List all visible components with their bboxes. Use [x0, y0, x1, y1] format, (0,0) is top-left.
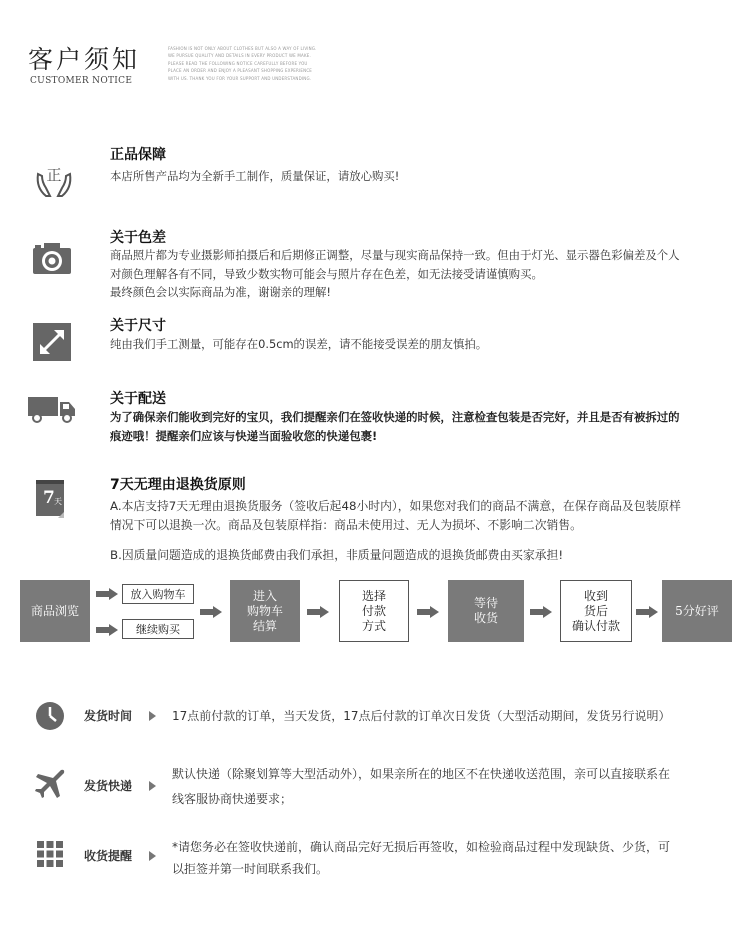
calendar-day-label: 天: [54, 497, 62, 506]
flow-arrow-icon: [307, 606, 329, 618]
seven-days-calendar-icon: [34, 478, 66, 518]
svg-text:正: 正: [46, 166, 62, 184]
returns-b-text: B.因质量问题造成的退换货邮费由我们承担，非质量问题造成的退换货邮费由买家承担!: [110, 548, 564, 562]
flow-step-await-line: 等待: [473, 596, 498, 610]
color-title: 关于色差: [110, 230, 166, 246]
returns-a-line-1: A.本店支持7天无理由退换货服务（签收后起48小时内），如果您对我们的商品不满意，在保存商品及包装原样: [110, 499, 681, 513]
camera-icon: [30, 236, 74, 280]
triangle-right-icon: [149, 711, 156, 721]
returns-a-line-2: 情况下可以退换一次。商品及包装原样指：商品未使用过、无人为损坏、不影响二次销售。: [110, 518, 582, 532]
flow-step-payment: [339, 580, 409, 642]
flow-step-confirm-line: 收到: [583, 588, 608, 603]
flow-step-review: 5分好评: [662, 580, 732, 642]
flow-arrow-icon: [636, 606, 658, 618]
notice-blurb: FASHION IS NOT ONLY ABOUT CLOTHES BUT ALSO A WAY OF LIVING. WE PURSUE QUALITY AND DETAILS IN EVERY PRODUCT WE MAKE. PLEASE READ THE FOLLOWING NOTICE CAREFULLY BEFORE YOU PLACE AN ORDER AND ENJOY A PLEASANT SHOPPING EXPERIENCE WITH US. THANK YOU FOR YOUR SUPPORT AND UNDERSTANDING.: [168, 46, 317, 81]
receipt-label: 收货提醒: [84, 849, 133, 863]
truck-icon: [27, 388, 77, 432]
flow-step-checkout-line: 结算: [252, 618, 277, 633]
triangle-right-icon: [149, 851, 156, 861]
courier-label: 发货快递: [84, 779, 133, 793]
flow-step-payment-line: 方式: [361, 618, 386, 633]
clock-icon: [34, 700, 66, 732]
color-line-2: 对颜色理解各有不同，导致少数实物可能会与照片存在色差，如无法接受请谨慎购买。: [110, 267, 543, 281]
flow-step-confirm-line: 货后: [583, 603, 608, 618]
calendar-number: 7: [43, 488, 55, 508]
flow-step-checkout-line: 进入: [252, 588, 277, 603]
flow-option-continue: 继续购买: [122, 619, 194, 639]
color-line-1: 商品照片都为专业摄影师拍摄后和后期修正调整，尽量与现实商品保持一致。但由于灯光、显示器色彩偏差及个人: [110, 248, 680, 262]
size-text: 纯由我们手工测量，可能存在0.5cm的误差，请不能接受误差的朋友慎拍。: [110, 337, 488, 351]
delivery-title: 关于配送: [110, 391, 166, 407]
genuine-hands-icon: [32, 158, 76, 202]
color-line-3: 最终颜色会以实际商品为准，谢谢亲的理解!: [110, 285, 331, 299]
courier-line-1: 默认快递（除聚划算等大型活动外），如果亲所在的地区不在快递收送范围，亲可以直接联系在: [172, 767, 671, 781]
flow-step-checkout-line: 购物车: [246, 603, 283, 618]
size-title: 关于尺寸: [110, 318, 166, 334]
receipt-line-2: 以拒签并第一时间联系我们。: [172, 862, 329, 876]
ship-time-text: 17点前付款的订单，当天发货，17点后付款的订单次日发货（大型活动期间，发货另行说明）: [172, 709, 671, 723]
flow-step-confirm-line: 确认付款: [571, 618, 620, 633]
guarantee-title: 正品保障: [110, 147, 166, 163]
flow-arrow-icon: [96, 588, 118, 600]
ship-time-label: 发货时间: [84, 709, 133, 723]
returns-title: 7天无理由退换货原则: [110, 477, 246, 493]
purchase-flow: [0, 578, 750, 648]
guarantee-text: 本店所售产品均为全新手工制作，质量保证，请放心购买!: [110, 169, 400, 183]
receipt-line-1: *请您务必在签收快递前，确认商品完好无损后再签收，如检验商品过程中发现缺货、少货，可: [172, 840, 671, 854]
courier-line-2: 线客服协商快递要求；: [172, 792, 293, 806]
notice-title: 客户须知: [28, 45, 141, 74]
delivery-line-1: 为了确保亲们能收到完好的宝贝，我们提醒亲们在签收快递的时候，注意检查包装是否完好，并且是否有被拆过的: [110, 410, 680, 424]
flow-step-await-line: 收货: [473, 611, 498, 625]
flow-step-payment-line: 付款: [361, 603, 386, 618]
flow-arrow-icon: [96, 624, 118, 636]
flow-step-checkout: [230, 580, 300, 642]
flow-arrow-icon: [417, 606, 439, 618]
grid-icon: [34, 838, 66, 870]
flow-step-confirm: [560, 580, 632, 642]
flow-arrow-icon: [530, 606, 552, 618]
flow-step-browse: 商品浏览: [20, 580, 90, 642]
delivery-line-2: 痕迹哦！提醒亲们应该与快递当面验收您的快递包裹!: [110, 429, 378, 443]
notice-subtitle: CUSTOMER NOTICE: [30, 76, 133, 86]
flow-option-add-cart: 放入购物车: [122, 584, 194, 604]
triangle-right-icon: [149, 781, 156, 791]
flow-arrow-icon: [200, 606, 222, 618]
resize-arrow-icon: [30, 320, 74, 364]
flow-step-await: [448, 580, 524, 642]
airplane-icon: [34, 768, 66, 800]
flow-step-payment-line: 选择: [361, 588, 386, 603]
